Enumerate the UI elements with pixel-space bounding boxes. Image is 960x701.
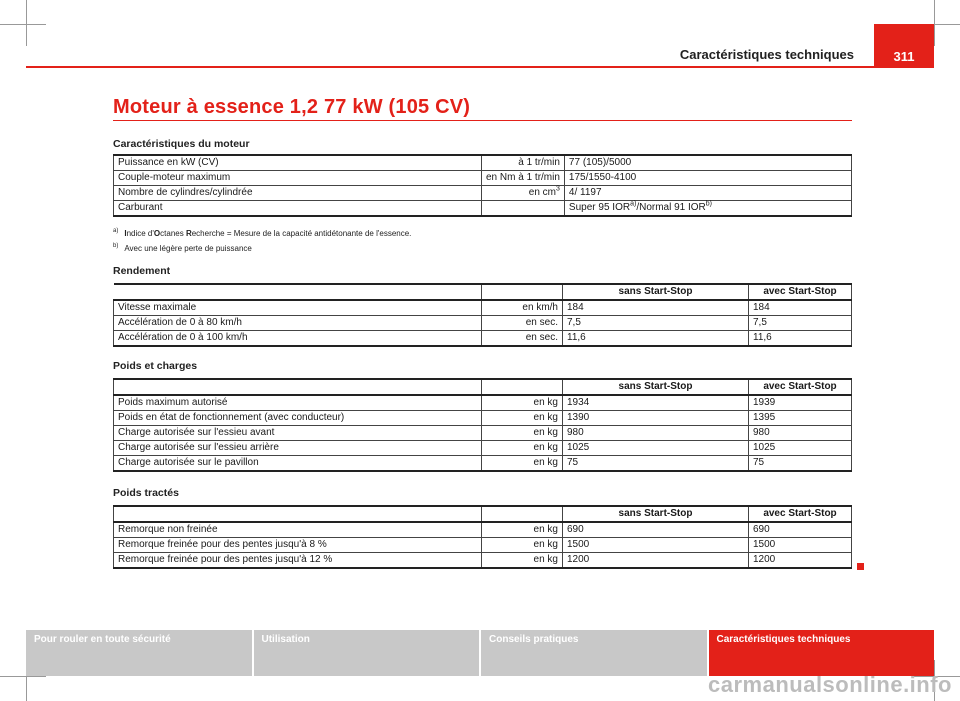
footnote-b: $^{b)}$ Avec une légère perte de puissance: [113, 243, 252, 253]
row-label: Charge autorisée sur l'essieu arrière: [114, 441, 482, 456]
row-unit: en sec.: [482, 316, 563, 331]
column-header: sans Start-Stop: [563, 506, 749, 522]
row-value: 1500: [563, 538, 749, 553]
row-unit: à 1 tr/min: [482, 155, 565, 171]
footer-tab-technical[interactable]: Caractéristiques techniques: [709, 630, 935, 676]
column-header: avec Start-Stop: [749, 379, 852, 395]
row-label: Remorque freinée pour des pentes jusqu'à 12 %: [114, 553, 482, 569]
row-unit: en kg: [482, 538, 563, 553]
column-header: sans Start-Stop: [563, 379, 749, 395]
row-value: 1500: [749, 538, 852, 553]
footer-tab-tips[interactable]: Conseils pratiques: [481, 630, 709, 676]
section-heading-weights: Poids et charges: [113, 360, 198, 372]
crop-mark: [0, 676, 46, 677]
row-label: Remorque freinée pour des pentes jusqu'à 8 %: [114, 538, 482, 553]
row-label: Carburant: [114, 201, 482, 217]
row-value: 1934: [563, 395, 749, 411]
row-unit: en kg: [482, 456, 563, 472]
row-value: 980: [563, 426, 749, 441]
row-label: Remorque non freinée: [114, 522, 482, 538]
page-number-tab: [874, 24, 934, 68]
page-number: 311: [893, 49, 915, 64]
weights-table: [113, 378, 852, 472]
table-row: [114, 331, 852, 347]
row-value: Super 95 IOR$^{a)}$/Normal 91 IOR$^{b)}$: [564, 201, 851, 217]
row-label: Accélération de 0 à 100 km/h: [114, 331, 482, 347]
row-value: 690: [563, 522, 749, 538]
row-value: 7,5: [749, 316, 852, 331]
row-unit: en kg: [482, 441, 563, 456]
table-header-row: [114, 506, 852, 522]
engine-table: [113, 154, 852, 217]
row-label: Poids en état de fonctionnement (avec conducteur): [114, 411, 482, 426]
column-header: avec Start-Stop: [749, 284, 852, 300]
table-header-row: [114, 284, 852, 300]
row-label: Charge autorisée sur l'essieu avant: [114, 426, 482, 441]
table-row: [114, 426, 852, 441]
row-value: 184: [749, 300, 852, 316]
crop-mark: [934, 0, 935, 46]
header-section-title: Caractéristiques techniques: [679, 47, 854, 62]
row-value: 11,6: [563, 331, 749, 347]
table-row: [114, 395, 852, 411]
row-unit: en kg: [482, 395, 563, 411]
section-end-marker: [857, 563, 864, 570]
row-unit: en kg: [482, 426, 563, 441]
row-unit: en kg: [482, 411, 563, 426]
row-unit: en Nm à 1 tr/min: [482, 171, 565, 186]
row-unit: en km/h: [482, 300, 563, 316]
row-value: 77 (105)/5000: [564, 155, 851, 171]
row-value: 75: [749, 456, 852, 472]
row-value: 690: [749, 522, 852, 538]
section-heading-performance: Rendement: [113, 265, 171, 277]
row-value: 11,6: [749, 331, 852, 347]
section-heading-engine: Caractéristiques du moteur: [113, 138, 250, 150]
row-value: 1200: [563, 553, 749, 569]
footer-chapter-nav: [26, 630, 934, 676]
row-unit: [482, 201, 565, 217]
performance-table: [113, 283, 852, 347]
row-label: Poids maximum autorisé: [114, 395, 482, 411]
row-value: 1025: [749, 441, 852, 456]
row-label: Vitesse maximale: [114, 300, 482, 316]
table-row: [114, 522, 852, 538]
row-label: Nombre de cylindres/cylindrée: [114, 186, 482, 201]
row-unit: en kg: [482, 553, 563, 569]
row-unit: en $cm^3$: [482, 186, 565, 201]
table-row: [114, 553, 852, 569]
table-row: [114, 171, 852, 186]
footer-tab-safety[interactable]: Pour rouler en toute sécurité: [26, 630, 254, 676]
row-label: Accélération de 0 à 80 km/h: [114, 316, 482, 331]
row-value: 1390: [563, 411, 749, 426]
header-rule: [26, 66, 934, 68]
table-row: [114, 201, 852, 217]
row-label: Puissance en kW (CV): [114, 155, 482, 171]
row-value: 1939: [749, 395, 852, 411]
table-header-row: [114, 379, 852, 395]
column-header: sans Start-Stop: [563, 284, 749, 300]
row-value: 980: [749, 426, 852, 441]
row-unit: en sec.: [482, 331, 563, 347]
table-row: [114, 538, 852, 553]
table-row: [114, 316, 852, 331]
row-value: 1395: [749, 411, 852, 426]
title-rule: [113, 120, 852, 121]
watermark: carmanualsonline.info: [708, 672, 952, 697]
row-value: 1200: [749, 553, 852, 569]
row-value: 1025: [563, 441, 749, 456]
row-value: 75: [563, 456, 749, 472]
column-header: avec Start-Stop: [749, 506, 852, 522]
row-value: 7,5: [563, 316, 749, 331]
section-heading-towing: Poids tractés: [113, 487, 179, 499]
table-row: [114, 155, 852, 171]
row-label: Couple-moteur maximum: [114, 171, 482, 186]
table-row: [114, 186, 852, 201]
row-value: 4/ 1197: [564, 186, 851, 201]
row-value: 184: [563, 300, 749, 316]
row-unit: en kg: [482, 522, 563, 538]
footnote-a: $^{a)}$ Indice d'Octanes Recherche = Mesure de la capacité antidétonante de l'essence.: [113, 228, 412, 238]
table-row: [114, 441, 852, 456]
table-row: [114, 300, 852, 316]
crop-mark: [0, 24, 46, 25]
towing-table: [113, 505, 852, 569]
footer-tab-usage[interactable]: Utilisation: [254, 630, 482, 676]
page-title: Moteur à essence 1,2 77 kW (105 CV): [113, 96, 471, 118]
row-label: Charge autorisée sur le pavillon: [114, 456, 482, 472]
row-value: 175/1550-4100: [564, 171, 851, 186]
table-row: [114, 456, 852, 472]
crop-mark: [26, 0, 27, 46]
table-row: [114, 411, 852, 426]
